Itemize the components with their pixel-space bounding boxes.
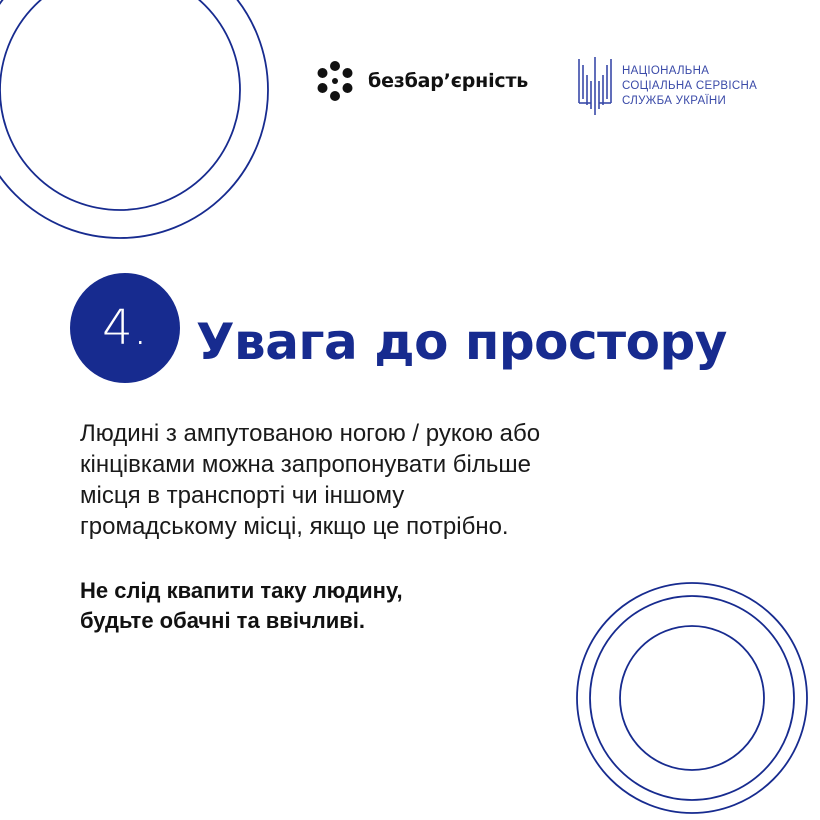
item-number-badge: [70, 273, 180, 383]
deco-ring-top-inner: [0, 0, 240, 210]
item-number: 4.: [102, 300, 148, 356]
deco-ring-bottom-inner: [620, 626, 764, 770]
nssu-logo-line: СОЦІАЛЬНА СЕРВІСНА: [622, 79, 758, 92]
dots-flower-icon: [314, 60, 356, 102]
nssu-logo-line: СЛУЖБА УКРАЇНИ: [622, 94, 727, 107]
emphasis-line: Не слід квапити таку людину,: [80, 578, 403, 603]
body-line: Людині з ампутованою ногою / рукою або: [80, 420, 541, 447]
trident-emblem-icon: [576, 55, 616, 117]
page-title: Увага до простору: [196, 313, 727, 371]
body-line: місця в транспорті чи іншому: [80, 482, 405, 509]
nssu-logo-line: НАЦІОНАЛЬНА: [622, 64, 710, 77]
deco-ring-bottom-outer: [577, 583, 807, 813]
emphasis-line: будьте обачні та ввічливі.: [80, 608, 365, 633]
nssu-logo: [576, 55, 757, 117]
emphasis-paragraph: [80, 576, 580, 636]
body-line: громадському місці, якщо це потрібно.: [80, 513, 509, 540]
bezbariernist-logo: [314, 60, 528, 102]
bezbariernist-logo-text: безбар’єрність: [368, 70, 529, 92]
body-paragraph: [80, 418, 680, 542]
nssu-logo-text: [622, 64, 757, 109]
body-line: кінцівками можна запропонувати більше: [80, 451, 531, 478]
